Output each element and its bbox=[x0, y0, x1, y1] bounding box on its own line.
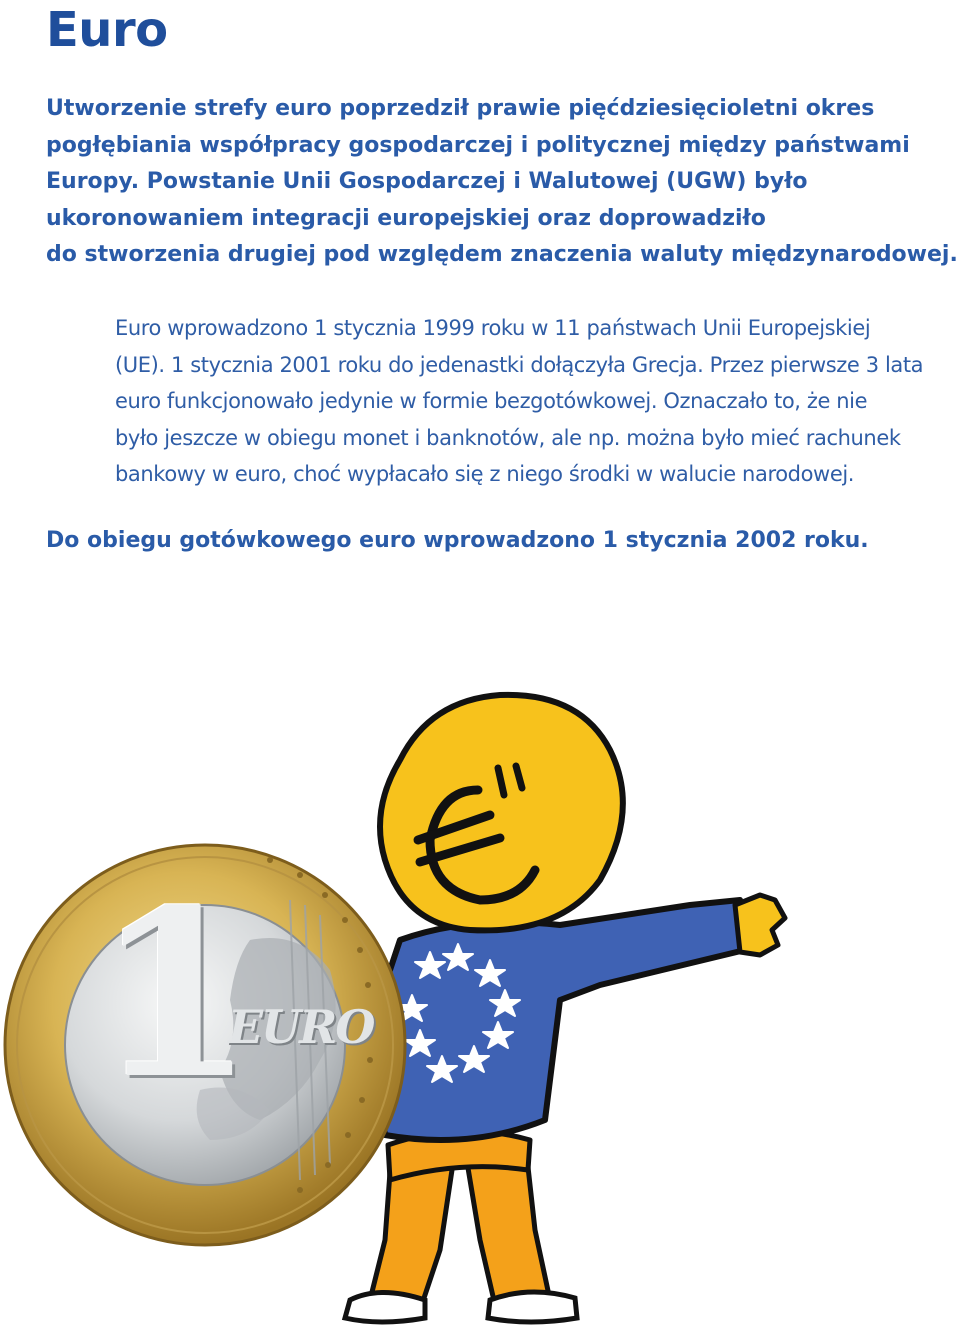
lead-line: Europy. Powstanie Unii Gospodarczej i Walutowej (UGW) było bbox=[46, 169, 808, 194]
body-paragraph bbox=[115, 310, 960, 493]
closing-statement: Do obiegu gotówkowego euro wprowadzono 1 stycznia 2002 roku. bbox=[46, 528, 869, 553]
body-line: euro funkcjonowało jedynie w formie bezgotówkowej. Oznaczało to, że nie bbox=[115, 389, 868, 413]
body-line: było jeszcze w obiegu monet i banknotów, ale np. można było mieć rachunek bbox=[115, 425, 901, 450]
lead-line: ukoronowaniem integracji europejskiej oraz doprowadziło bbox=[46, 205, 766, 231]
mascot-shirt bbox=[370, 900, 745, 1140]
coin-word: EURO bbox=[228, 1000, 374, 1054]
body-line: Euro wprowadzono 1 stycznia 1999 roku w 11 państwach Unii Europejskiej bbox=[115, 316, 871, 340]
body-line: (UE). 1 stycznia 2001 roku do jedenastki dołączyła Grecja. Przez pierwsze 3 lata bbox=[115, 352, 924, 377]
mascot-hand bbox=[735, 895, 785, 955]
lead-paragraph bbox=[46, 91, 958, 274]
page-title: Euro bbox=[46, 2, 168, 58]
coin-numeral: 1 bbox=[95, 860, 256, 1130]
lead-line: do stworzenia drugiej pod względem znaczenia waluty międzynarodowej. bbox=[46, 242, 958, 267]
body-line: bankowy w euro, choć wypłacało się z niego środki w walucie narodowej. bbox=[115, 462, 855, 486]
lead-line: pogłębiania współpracy gospodarczej i politycznej między państwami bbox=[46, 132, 910, 158]
lead-line: Utworzenie strefy euro poprzedził prawie pięćdziesięcioletni okres bbox=[46, 96, 875, 121]
mascot-head bbox=[380, 695, 623, 931]
mascot-legs bbox=[345, 1131, 577, 1322]
